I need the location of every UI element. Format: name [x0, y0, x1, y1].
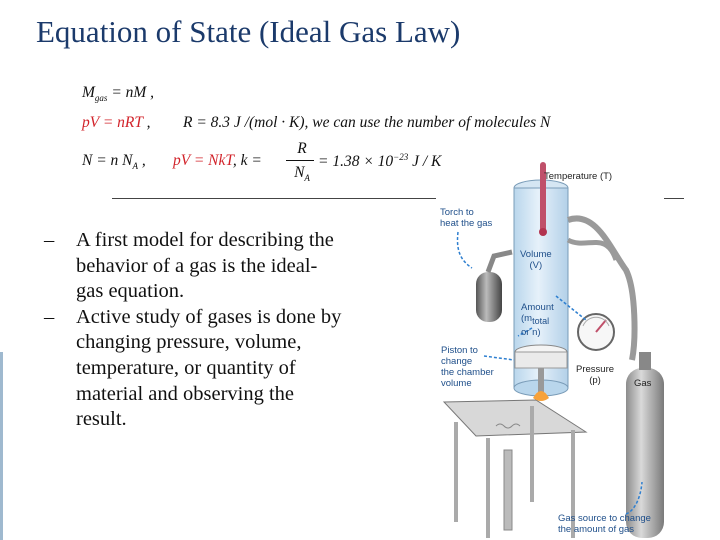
equation-ideal-gas	[82, 114, 150, 132]
label-amount-end: or n)	[521, 326, 541, 338]
eq-mass-rest: = nM ,	[107, 84, 155, 101]
eq-comma-2: ,	[138, 152, 146, 169]
label-volume: Volume (V)	[520, 249, 552, 271]
eq-k-exponent: −23	[393, 152, 409, 162]
label-torch: Torch to heat the gas	[440, 207, 493, 229]
eq-mass-symbol: M	[82, 84, 95, 101]
eq-n-na: N = n N	[82, 152, 133, 169]
eq-mass-subscript: gas	[94, 93, 108, 104]
label-piston: Piston to change the chamber volume	[441, 345, 494, 389]
label-amount-subscript: total	[532, 315, 550, 326]
divider-line	[112, 198, 436, 199]
eq-den-sub: A	[304, 173, 310, 184]
eq-comma: ,	[142, 114, 151, 131]
eq-k-units: J / K	[408, 153, 442, 171]
equation-molecules	[82, 152, 146, 171]
eq-k-equals: , k =	[232, 152, 262, 169]
equation-gas-constant: R = 8.3 J /(mol · K), we can use the number of molecules N	[183, 114, 551, 131]
label-gas-source: Gas source to change the amount of gas	[558, 513, 651, 535]
equation-boltzmann	[173, 152, 262, 170]
label-amount-text: Amount (m	[521, 302, 554, 324]
label-amount	[521, 302, 554, 338]
label-pressure: Pressure (p)	[576, 364, 615, 386]
equation-mass	[82, 84, 154, 103]
bullet-text: A first model for describing the behavior of a gas is the ideal-gas equation.	[76, 229, 334, 303]
eq-pv-nrt: pV = nRT	[82, 114, 143, 131]
fraction-numerator: R	[297, 140, 307, 157]
fraction-bar	[286, 160, 314, 161]
eq-na-subscript: A	[132, 161, 139, 172]
eq-den-n: N	[294, 164, 305, 181]
bullet-marker: –	[44, 229, 55, 251]
pressure-gauge	[578, 314, 614, 350]
equation-k-value	[318, 152, 441, 171]
eq-pv-nkt: pV = NkT	[173, 152, 233, 169]
eq-k-number: = 1.38 × 10	[318, 153, 394, 171]
bullet-item	[44, 305, 344, 433]
bullet-text: Active study of gases is done by changing pressure, volume, temperature, or quantity of material and observing the result.	[76, 305, 342, 431]
fraction-denominator	[287, 164, 317, 183]
label-gas: Gas	[634, 378, 652, 389]
label-temperature: Temperature (T)	[544, 171, 613, 182]
left-accent-bar	[0, 352, 3, 540]
torch	[476, 252, 512, 322]
bullet-item	[44, 228, 344, 305]
bullet-list	[44, 228, 344, 433]
slide-title: Equation of State (Ideal Gas Law)	[36, 14, 461, 49]
bullet-marker: –	[44, 305, 55, 328]
